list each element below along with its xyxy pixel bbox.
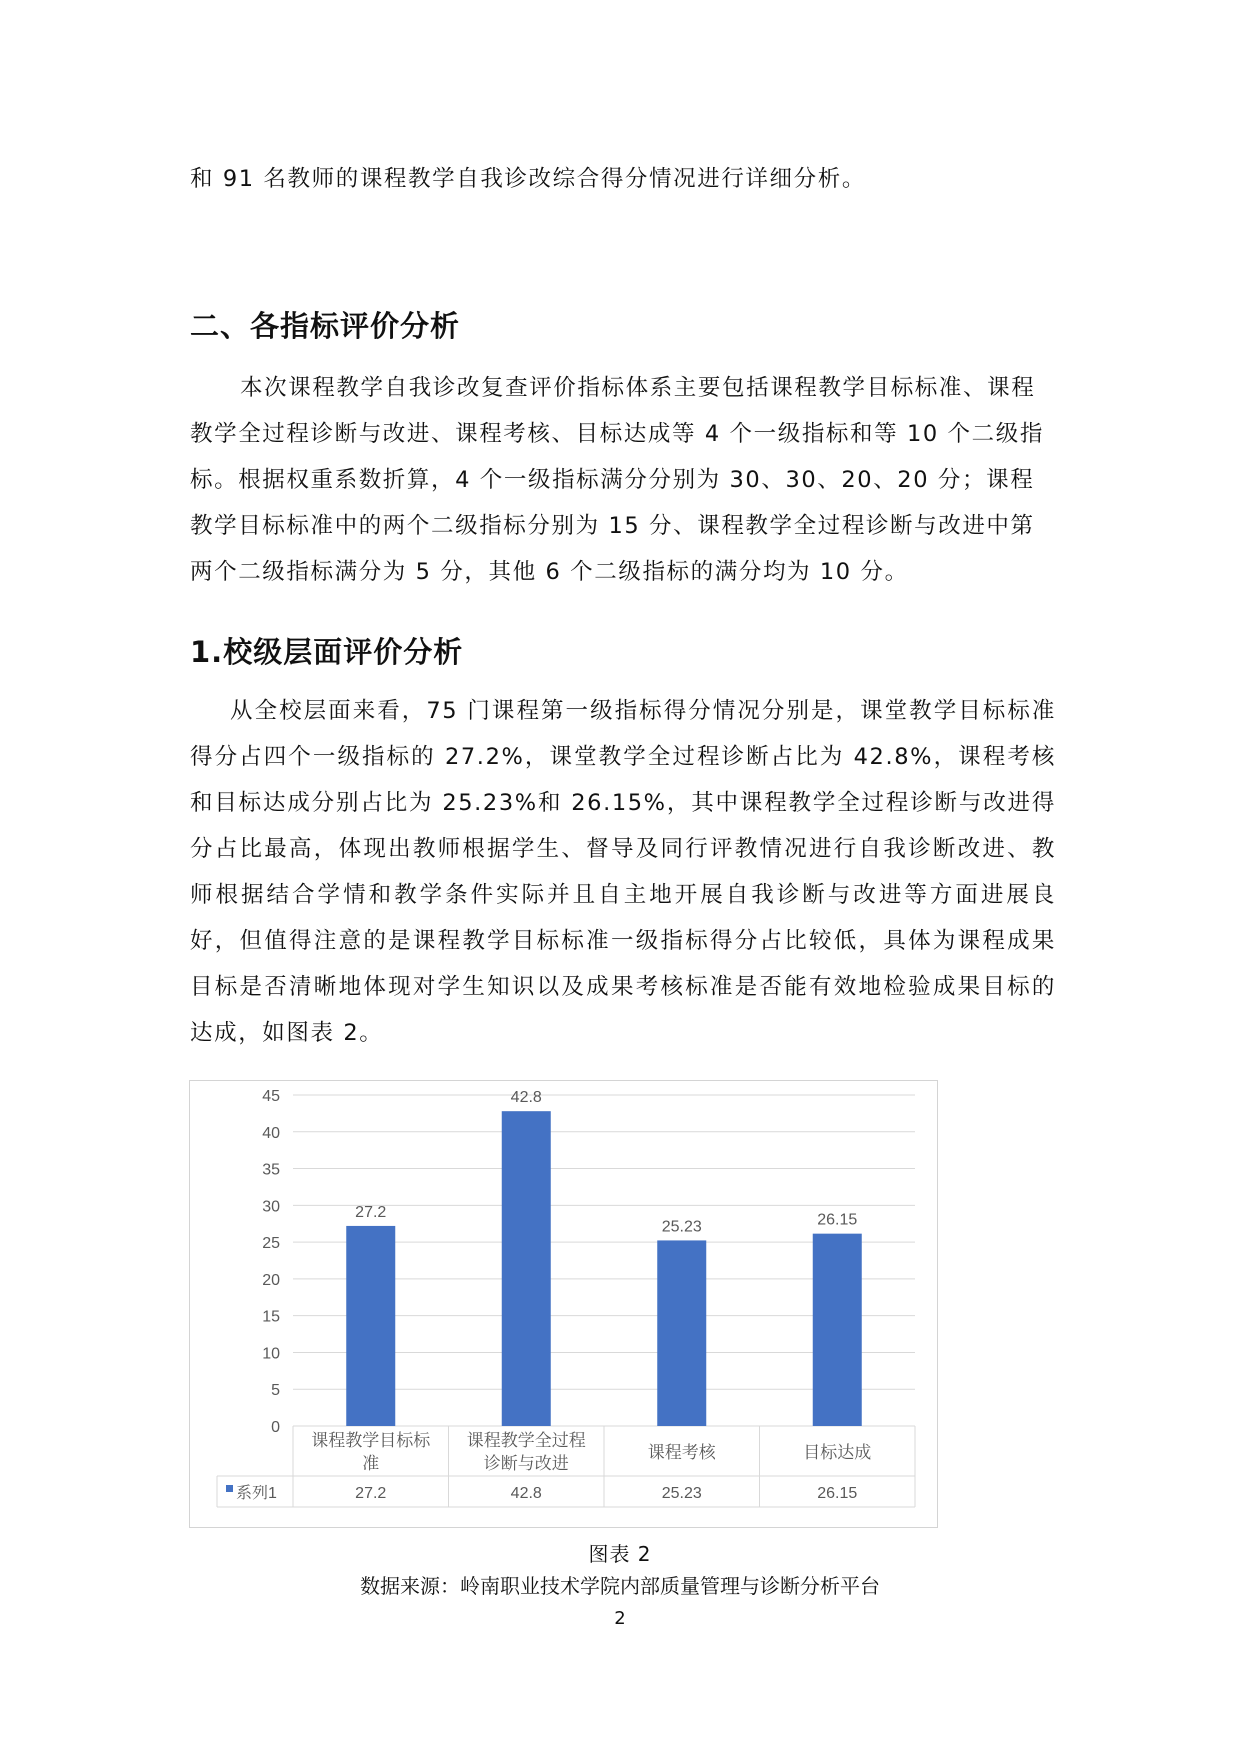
data-label: 27.2	[355, 1203, 387, 1221]
category-label: 准	[362, 1454, 380, 1473]
data-source: 数据来源：岭南职业技术学院内部质量管理与诊断分析平台	[360, 1574, 880, 1598]
y-tick-label: 45	[262, 1088, 280, 1105]
category-label: 课程教学目标标	[311, 1431, 431, 1450]
subsection-paragraph: 从全校层面来看，75 门课程第一级指标得分情况分别是，课堂教学目标标准得分占四个一级指标的 27.2%，课堂教学全过程诊断占比为 42.8%，课程考核和目标达成分别占比为 25.23%和 26.15%，其中课程教学全过程诊断与改进得分占比最高，体现出教师根据学生、督导及同行评教情况进行自我诊断改进、教师根据结合学情和教学条件实际并且自主地开展自我诊断与改进等方面进展良好，但值得注意的是课程教学目标标准一级指标得分占比较低，具体为课程成果目标是否清晰地体现对学生知识以及成果考核标准是否能有效地检验成果目标的达成，如图表 2。	[190, 698, 1056, 1046]
table-value: 26.15	[817, 1485, 858, 1502]
chart-frame	[189, 1080, 938, 1528]
category-label: 诊断与改进	[483, 1454, 569, 1473]
y-tick-label: 20	[262, 1271, 280, 1289]
page-number: 2	[614, 1608, 626, 1629]
subsection-heading: 1.校级层面评价分析	[190, 635, 464, 669]
table-value: 25.23	[661, 1485, 702, 1502]
category-label: 课程考核	[647, 1443, 716, 1462]
bar	[657, 1240, 706, 1426]
chart-caption: 图表 2	[588, 1542, 652, 1566]
data-label: 25.23	[661, 1218, 702, 1236]
data-label: 26.15	[817, 1211, 858, 1229]
y-tick-label: 35	[262, 1161, 280, 1179]
category-label: 目标达成	[803, 1443, 872, 1462]
table-value: 42.8	[510, 1485, 542, 1502]
y-tick-label: 0	[271, 1419, 280, 1436]
y-tick-label: 10	[262, 1345, 280, 1363]
section-paragraph: 本次课程教学自我诊改复查评价指标体系主要包括课程教学目标标准、课程教学全过程诊断与改进、课程考核、目标达成等 4 个一级指标和等 10 个二级指标。根据权重系数折算，4 个一级指标满分分别为 30、30、20、20 分；课程教学目标标准中的两个二级指标分别为 15 分、课程教学全过程诊断与改进中第两个二级指标满分为 5 分，其他 6 个二级指标的满分均为 10 分。	[190, 375, 1044, 585]
legend-key	[226, 1485, 233, 1492]
y-tick-label: 25	[262, 1235, 280, 1253]
legend-label: 系列1	[236, 1485, 277, 1502]
intro-line: 和 91 名教师的课程教学自我诊改综合得分情况进行详细分析。	[190, 166, 866, 192]
category-label: 课程教学全过程	[466, 1431, 586, 1450]
bar	[346, 1226, 395, 1426]
data-label: 42.8	[510, 1089, 542, 1107]
table-value: 27.2	[355, 1485, 387, 1502]
y-tick-label: 40	[262, 1124, 280, 1142]
y-tick-label: 30	[262, 1198, 280, 1216]
bar-chart	[190, 1081, 937, 1527]
y-tick-label: 5	[271, 1382, 280, 1400]
bar	[502, 1111, 551, 1426]
y-tick-label: 15	[262, 1308, 280, 1326]
bar	[813, 1234, 862, 1426]
section-heading: 二、各指标评价分析	[190, 309, 461, 343]
